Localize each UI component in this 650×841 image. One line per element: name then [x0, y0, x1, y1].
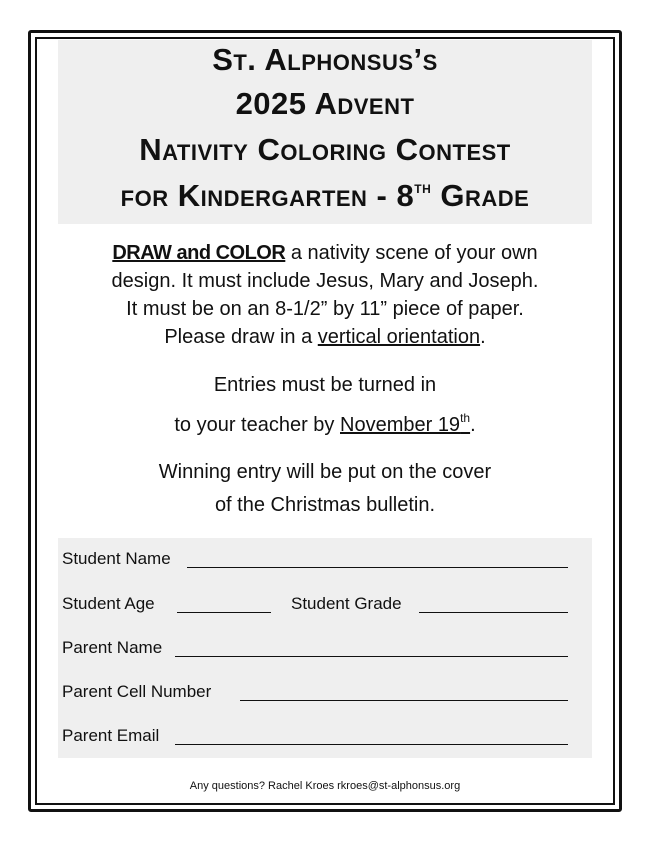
- instructions-line-1: [0, 240, 650, 266]
- deadline-date-superscript: th: [460, 411, 471, 425]
- parent-email-field[interactable]: [175, 744, 568, 745]
- parent-cell-label: Parent Cell Number: [62, 682, 212, 701]
- title-line-3: Nativity Coloring Contest: [139, 132, 511, 167]
- student-name-field[interactable]: [187, 567, 568, 568]
- deadline-date-text: November 19: [340, 414, 461, 436]
- deadline-line-1: Entries must be turned in: [213, 374, 437, 396]
- student-age-label: Student Age: [62, 594, 155, 613]
- student-age-field[interactable]: [177, 612, 271, 613]
- deadline-line-2: [0, 405, 650, 438]
- instructions-line-4: [0, 324, 650, 350]
- student-grade-field[interactable]: [419, 612, 568, 613]
- deadline-line-2-end: .: [470, 414, 476, 436]
- parent-name-field[interactable]: [175, 656, 568, 657]
- instructions-line-3: It must be on an 8-1/2” by 11” piece of paper.: [126, 298, 524, 320]
- parent-email-label: Parent Email: [62, 726, 160, 745]
- title-line-4-end: Grade: [431, 178, 530, 213]
- instructions-line-2: design. It must include Jesus, Mary and Joseph.: [111, 270, 539, 292]
- instructions-line-4-end: .: [480, 326, 486, 348]
- parent-cell-field[interactable]: [240, 700, 568, 701]
- vertical-orientation-text: vertical orientation: [317, 326, 481, 348]
- instructions-line-4-start: Please draw in a: [164, 326, 318, 348]
- title-line-4-main: for Kindergarten - 8: [120, 178, 415, 213]
- title-line-2: 2025 Advent: [235, 86, 415, 121]
- deadline-line-2-start: to your teacher by: [174, 414, 340, 436]
- prize-line-1: Winning entry will be put on the cover: [158, 461, 492, 483]
- title-line-1: St. Alphonsus’s: [212, 42, 438, 77]
- parent-name-label: Parent Name: [62, 638, 163, 657]
- prize-line-2: of the Christmas bulletin.: [214, 494, 436, 516]
- contact-footer: Any questions? Rachel Kroes rkroes@st-alphonsus.org: [189, 780, 461, 792]
- title-line-4: [0, 178, 650, 214]
- instructions-line-1-rest: a nativity scene of your own: [285, 242, 538, 264]
- student-grade-label: Student Grade: [291, 594, 402, 613]
- draw-color-emphasis: DRAW and COLOR: [112, 242, 286, 264]
- title-superscript: th: [414, 178, 432, 197]
- deadline-date: [340, 411, 471, 436]
- student-name-label: Student Name: [62, 549, 171, 568]
